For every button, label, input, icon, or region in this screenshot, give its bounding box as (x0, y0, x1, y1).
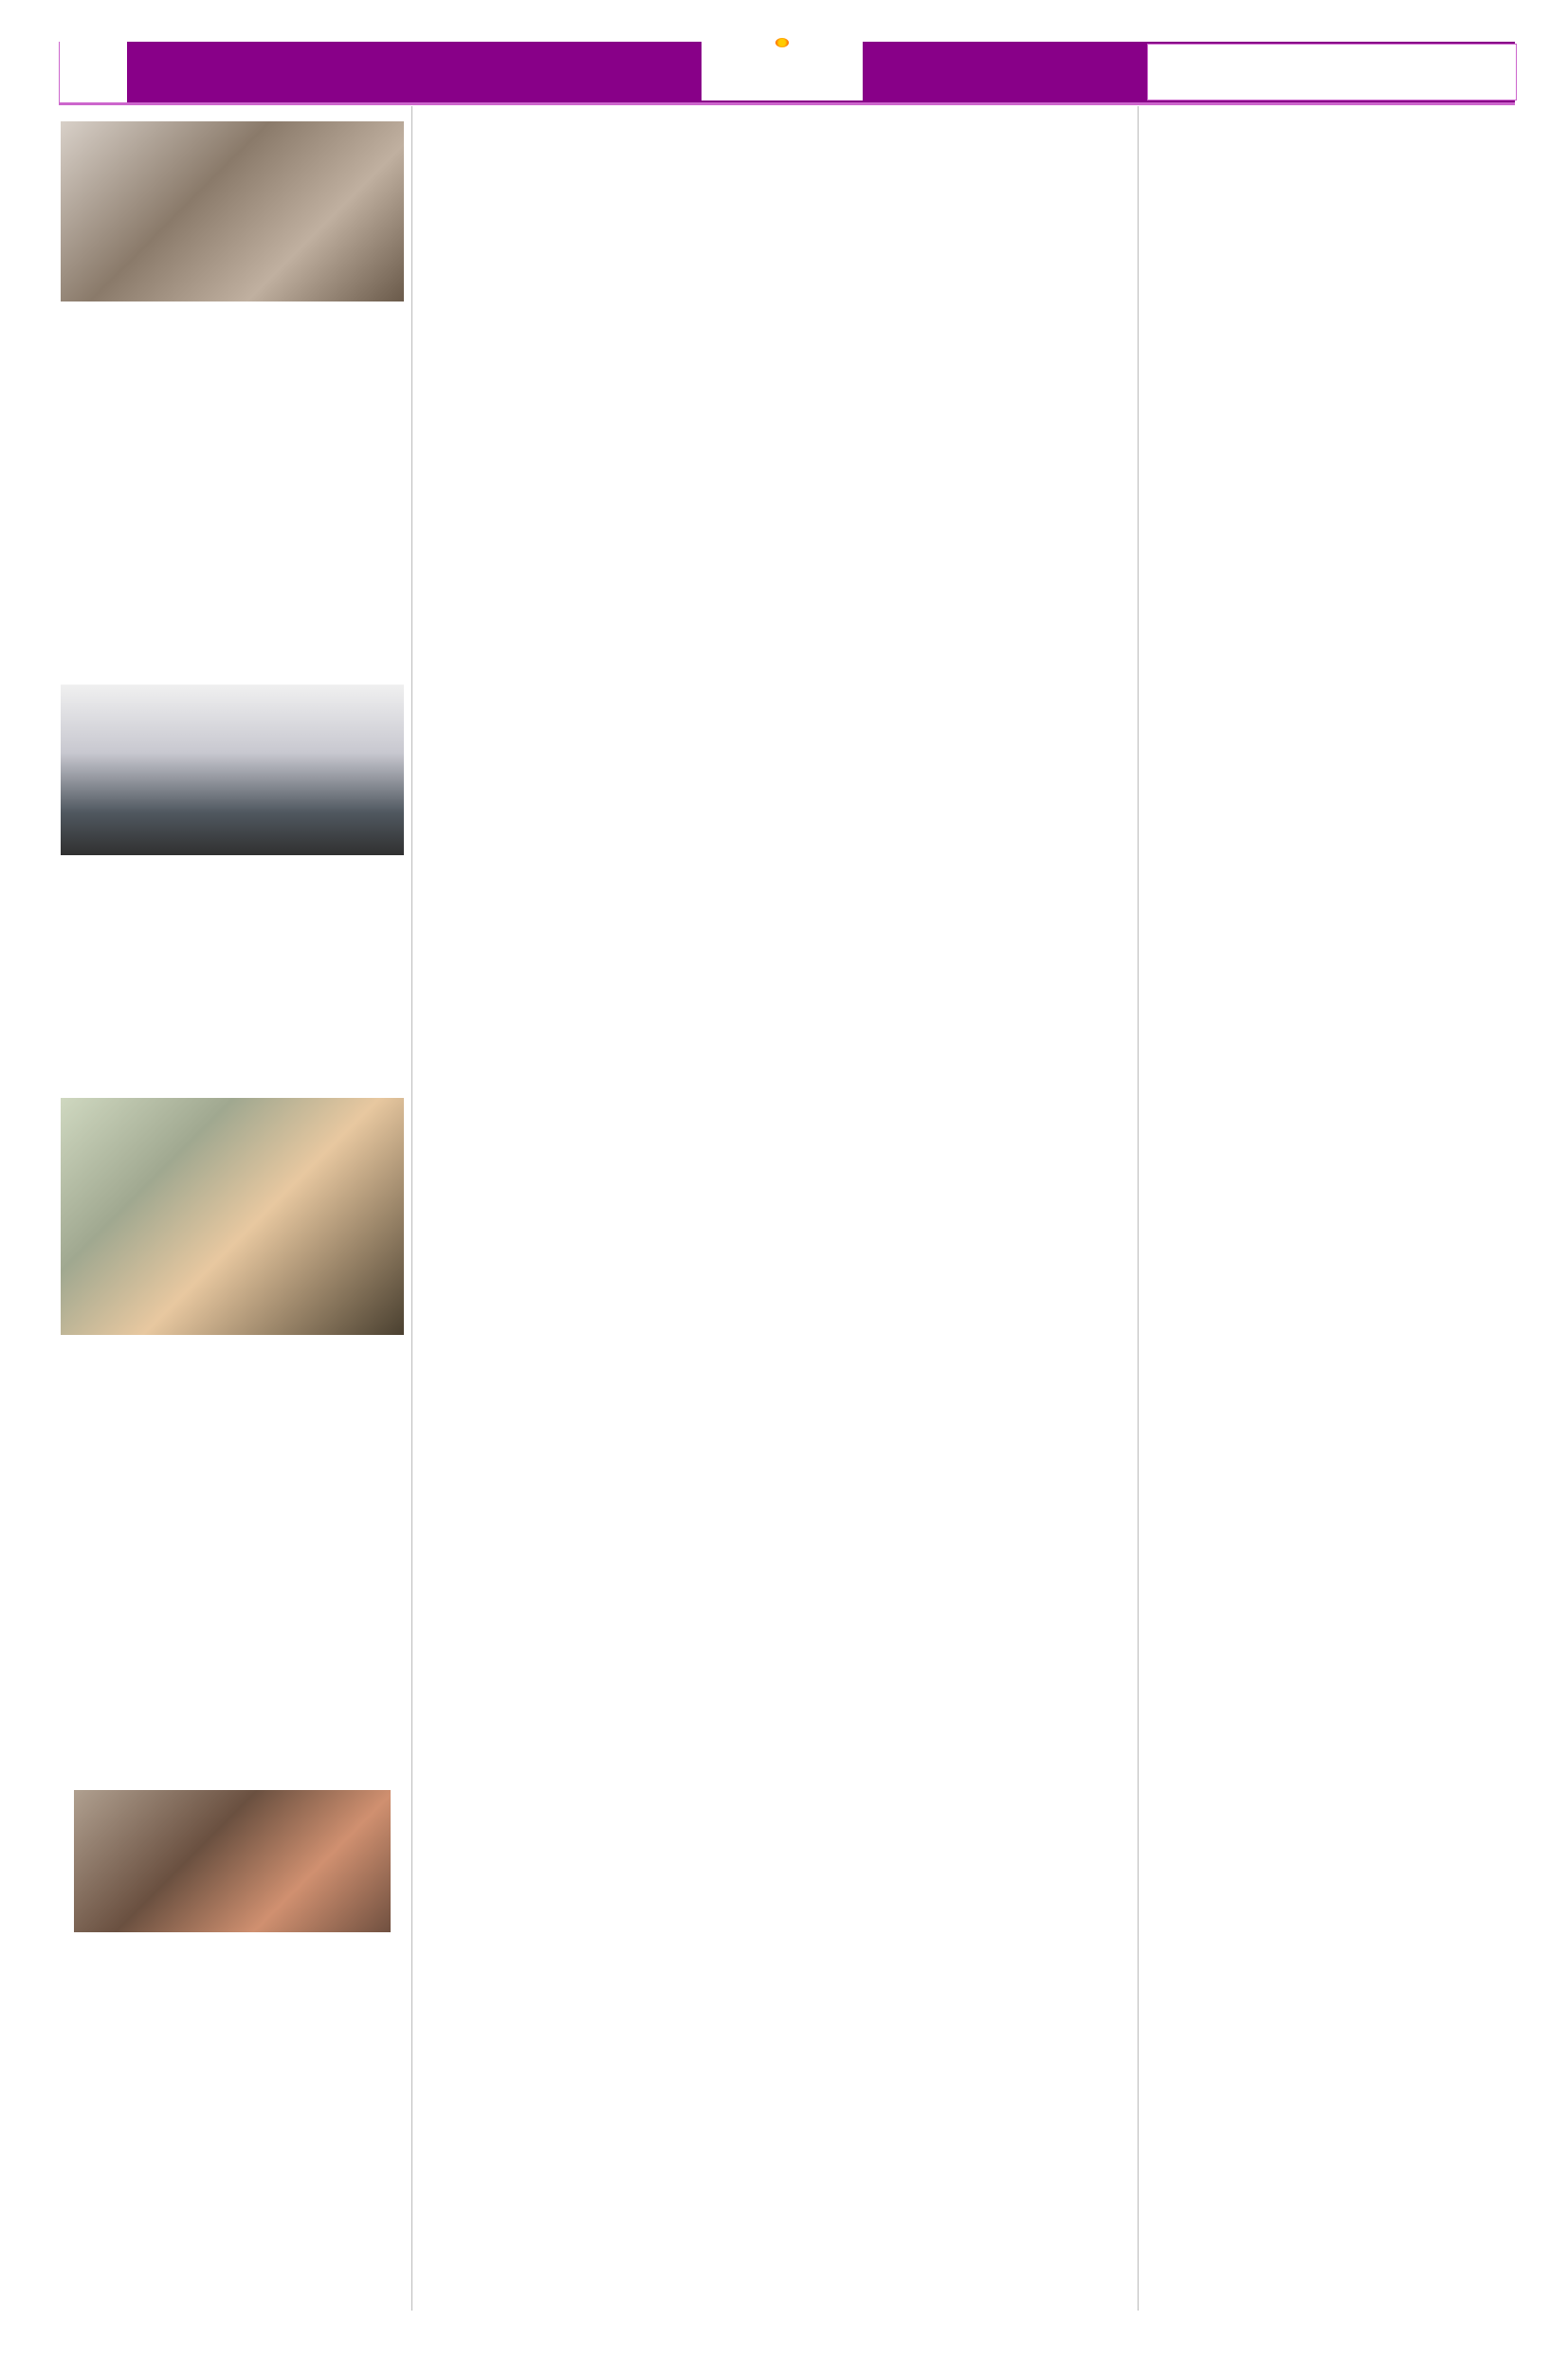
story-upadhi (61, 1782, 404, 2253)
sun-logo-icon (775, 38, 789, 47)
page-number (59, 42, 126, 102)
story-vp-visit (61, 1090, 404, 1665)
story-photo (61, 121, 404, 301)
story-photo (61, 1098, 404, 1335)
column-divider (411, 106, 412, 2311)
story-revenue-petrol (61, 675, 404, 1043)
lead-body (645, 237, 1157, 427)
story-body (61, 309, 404, 622)
story-body (61, 863, 404, 1043)
story-photo (74, 1790, 391, 1932)
masthead-band (127, 42, 1132, 102)
story-body (61, 1940, 404, 2253)
issue-date (1147, 44, 1517, 100)
column-divider (1138, 106, 1139, 2311)
story-sarpanch (61, 112, 404, 622)
story-body (61, 1343, 404, 1665)
newspaper-logo[interactable] (702, 38, 863, 100)
story-photo (61, 685, 404, 855)
